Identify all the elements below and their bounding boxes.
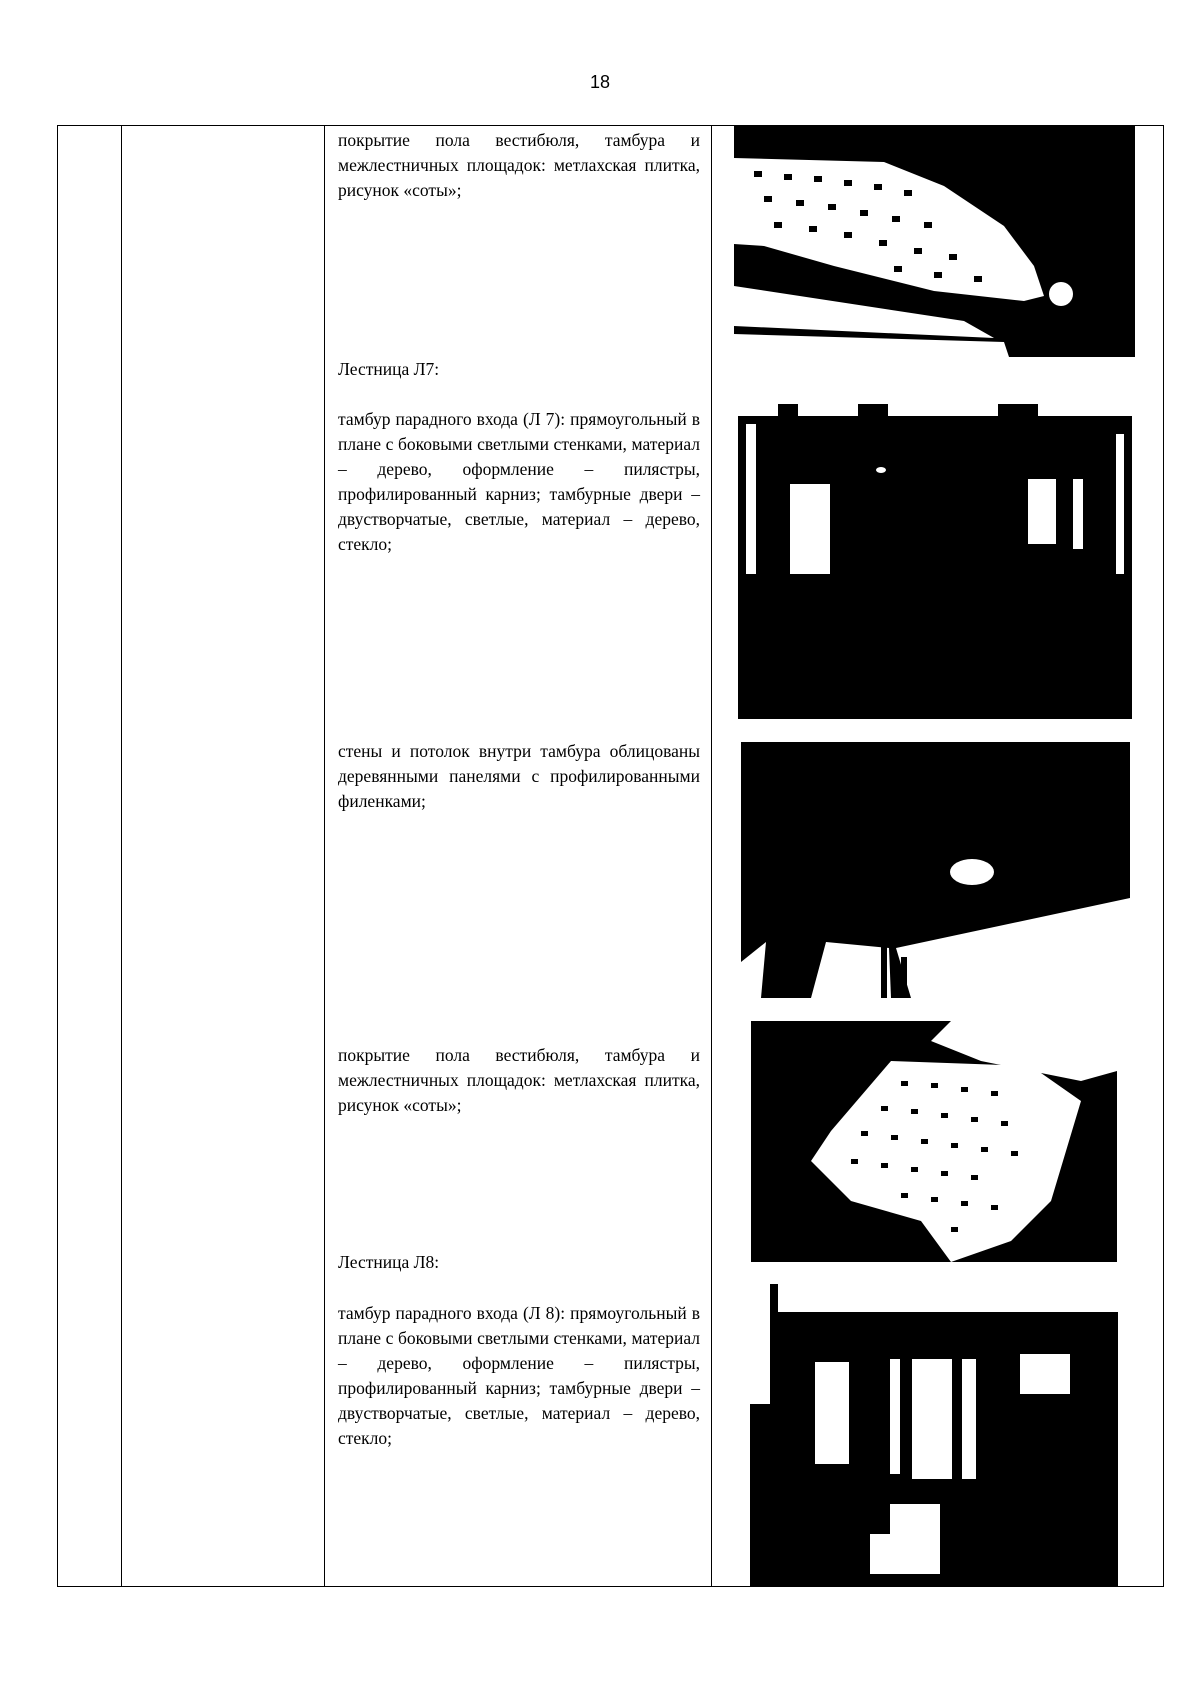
honeycomb-tile-floor-photo-2: [751, 1021, 1117, 1262]
text-vestibule-l8: тамбур парадного входа (Л 8): прямоугольный в плане с боковыми светлыми стенками, материал – дерево, оформление – пилястры, профилированный карниз; тамбурные двери – двустворчатые, светлые, материал – дерево, стекло;: [338, 1303, 700, 1448]
column-divider-3: [711, 125, 712, 1587]
honeycomb-tile-floor-photo: [734, 126, 1135, 357]
column-divider-1: [121, 125, 122, 1587]
text-floor-covering-1: покрытие пола вестибюля, тамбура и межлестничных площадок: метлахская плитка, рисунок «соты»;: [338, 130, 700, 200]
column-divider-2: [324, 125, 325, 1587]
text-staircase-l8-heading: Лестница Л8:: [338, 1252, 440, 1272]
entrance-vestibule-l7-photo: [738, 404, 1132, 719]
entrance-vestibule-l8-photo: [750, 1284, 1118, 1587]
vestibule-ceiling-photo: [741, 742, 1130, 998]
text-vestibule-l7: тамбур парадного входа (Л 7): прямоугольный в плане с боковыми светлыми стенками, материал – дерево, оформление – пилястры, профилированный карниз; тамбурные двери – двустворчатые, светлые, материал – дерево, стекло;: [338, 409, 700, 554]
text-staircase-l7-heading: Лестница Л7:: [338, 359, 440, 379]
page-number: 18: [589, 72, 611, 92]
text-walls-ceiling: стены и потолок внутри тамбура облицованы деревянными панелями с профилированными филенками;: [338, 741, 700, 811]
text-floor-covering-2: покрытие пола вестибюля, тамбура и межлестничных площадок: метлахская плитка, рисунок «соты»;: [338, 1045, 700, 1115]
